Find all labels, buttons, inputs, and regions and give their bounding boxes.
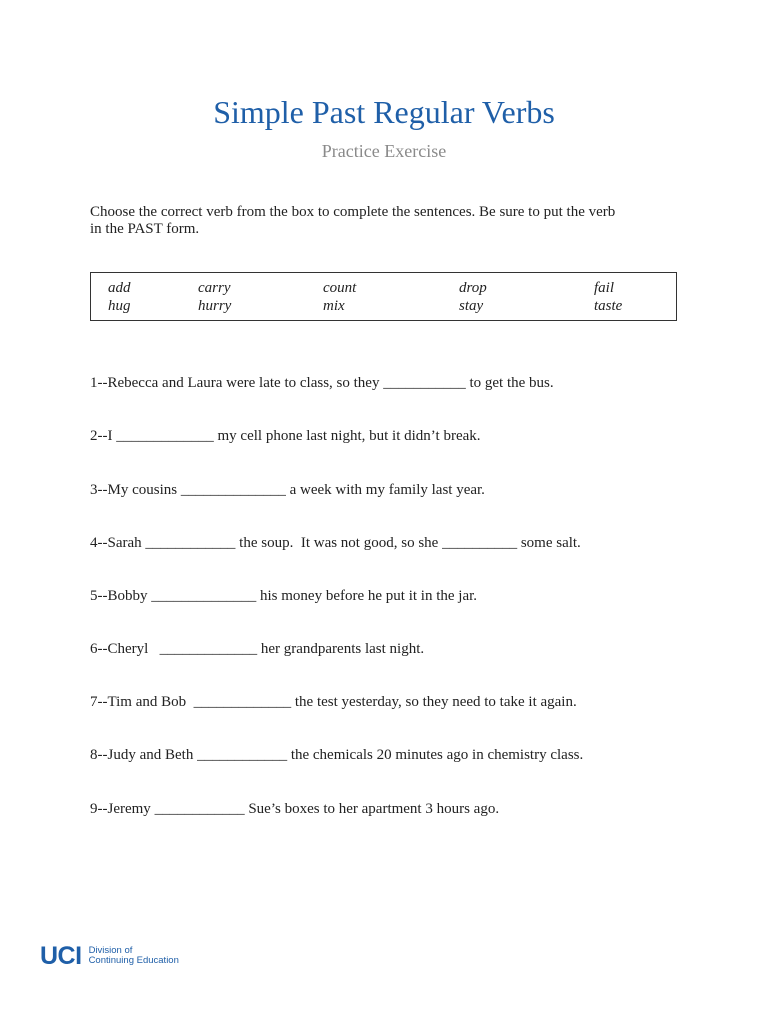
answer-blank[interactable]: ______________ <box>151 588 257 604</box>
logo-line-2: Continuing Education <box>88 955 179 966</box>
word-hurry: hurry <box>198 298 232 314</box>
logo-mark: UCI <box>40 942 82 970</box>
sentence-4 <box>90 533 581 553</box>
sentence-6 <box>90 639 424 659</box>
sentence-text: his money before he put it in the jar. <box>256 588 478 604</box>
sentence-text: 5--Bobby <box>90 588 152 604</box>
instructions-line-2: in the PAST form. <box>90 221 200 237</box>
word-carry: carry <box>198 280 231 296</box>
answer-blank[interactable]: ____________ <box>145 535 236 551</box>
sentence-text: 6--Cheryl <box>90 641 160 657</box>
sentence-text: some salt. <box>517 535 581 551</box>
answer-blank[interactable]: _____________ <box>159 641 258 657</box>
sentence-3 <box>90 480 485 500</box>
answer-blank[interactable]: _____________ <box>116 428 214 444</box>
sentence-2 <box>90 426 481 446</box>
answer-blank[interactable]: ____________ <box>154 801 245 817</box>
word-count: count <box>323 280 357 296</box>
logo-line-1: Division of <box>88 945 133 956</box>
word-taste: taste <box>594 298 623 314</box>
sentence-text: her grandparents last night. <box>257 641 425 657</box>
sentence-text: Sue’s boxes to her apartment 3 hours ago. <box>244 801 500 817</box>
sentence-text: 1--Rebecca and Laura were late to class, so they <box>90 375 384 391</box>
word-box <box>90 272 677 321</box>
sentence-text: 8--Judy and Beth <box>90 747 198 763</box>
sentence-text: 4--Sarah <box>90 535 146 551</box>
answer-blank[interactable]: __________ <box>442 535 518 551</box>
page-subtitle: Practice Exercise <box>321 141 447 161</box>
sentence-text: 2--I <box>90 428 117 444</box>
answer-blank[interactable]: ____________ <box>197 747 288 763</box>
answer-blank[interactable]: _____________ <box>193 694 292 710</box>
word-mix: mix <box>323 298 345 314</box>
answer-blank[interactable]: ___________ <box>383 375 466 391</box>
sentence-text: 7--Tim and Bob <box>90 694 194 710</box>
sentence-8 <box>90 745 583 765</box>
sentence-text: my cell phone last night, but it didn’t break. <box>213 428 481 444</box>
sentence-text: the soup. It was not good, so she <box>235 535 443 551</box>
sentence-text: a week with my family last year. <box>285 482 485 498</box>
word-stay: stay <box>459 298 484 314</box>
sentence-9 <box>90 799 499 819</box>
answer-blank[interactable]: ______________ <box>180 482 286 498</box>
sentence-text: to get the bus. <box>465 375 554 391</box>
sentence-5 <box>90 586 477 606</box>
instructions-line-1: Choose the correct verb from the box to complete the sentences. Be sure to put the verb <box>90 204 616 220</box>
word-add: add <box>108 280 131 296</box>
word-fail: fail <box>594 280 615 296</box>
word-drop: drop <box>459 280 487 296</box>
uci-logo <box>40 944 179 968</box>
logo-text <box>89 946 179 966</box>
instructions <box>90 204 690 238</box>
sentence-text: 3--My cousins <box>90 482 181 498</box>
sentence-text: the test yesterday, so they need to take it again. <box>291 694 577 710</box>
sentence-1 <box>90 373 554 393</box>
page-title: Simple Past Regular Verbs <box>213 94 555 130</box>
sentence-text: the chemicals 20 minutes ago in chemistry class. <box>287 747 584 763</box>
word-hug: hug <box>108 298 131 314</box>
sentence-text: 9--Jeremy <box>90 801 155 817</box>
sentence-7 <box>90 692 577 712</box>
